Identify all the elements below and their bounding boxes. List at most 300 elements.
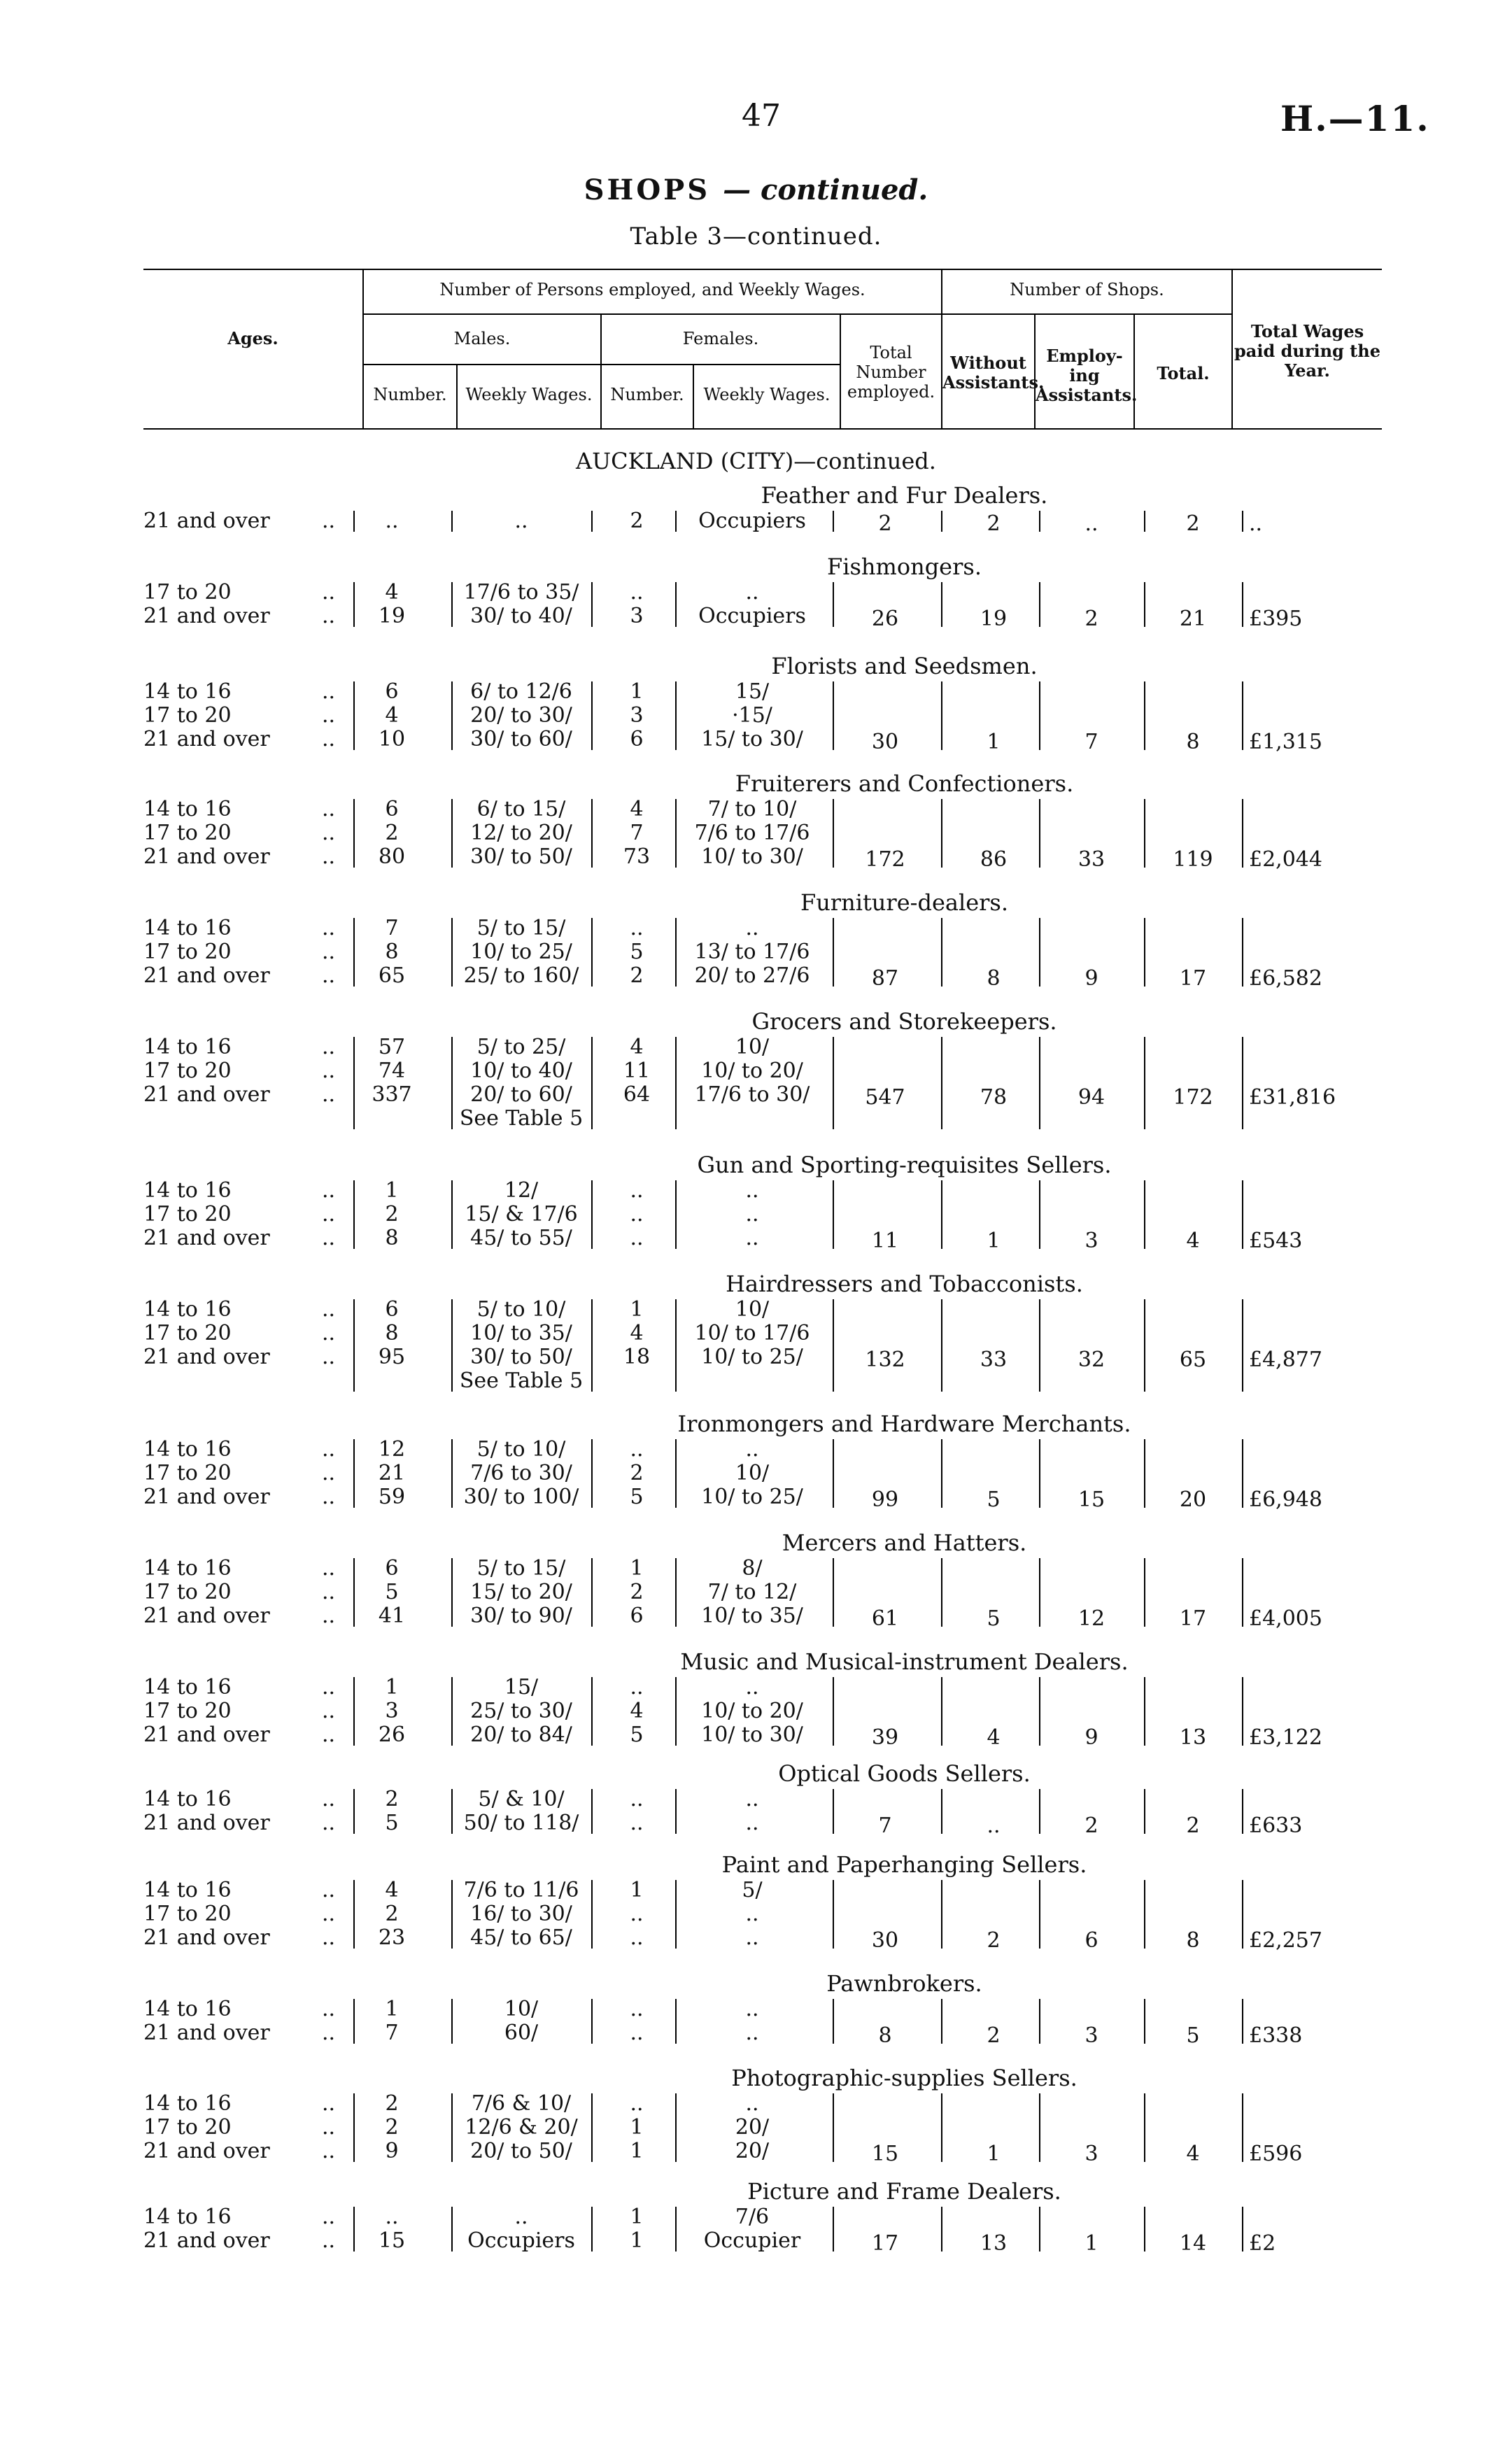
section-rows <box>143 679 1385 754</box>
leader-dots: .. <box>322 1604 336 1628</box>
table-row <box>143 1179 1385 1203</box>
leader-dots: .. <box>322 1226 336 1250</box>
age-cell: 21 and over <box>143 1723 270 1747</box>
female-wages-cell: .. <box>745 2021 759 2045</box>
column-rule <box>353 1180 355 1249</box>
column-rule <box>941 1789 942 1834</box>
female-number-cell: 1 <box>630 1556 644 1581</box>
shops-total-cell: 13 <box>1179 1725 1207 1750</box>
total-employed-cell: 2 <box>878 511 892 536</box>
total-employed-cell: 30 <box>871 1928 899 1953</box>
page-number: 47 <box>742 98 781 134</box>
column-rule <box>833 1789 834 1834</box>
male-number-cell: 15 <box>378 2228 406 2253</box>
shops-total-cell: 2 <box>1186 511 1200 536</box>
female-wages-cell: 10/ to 30/ <box>701 844 803 869</box>
column-rule <box>833 1439 834 1508</box>
leader-dots: .. <box>322 1811 336 1835</box>
female-number-cell: .. <box>630 2021 644 2045</box>
column-rule <box>675 799 677 868</box>
city-heading: AUCKLAND (CITY)—continued. <box>576 448 936 474</box>
age-cell: 21 and over <box>143 1082 270 1107</box>
female-number-cell: .. <box>630 1811 644 1835</box>
male-wages-cell: 15/ <box>504 1675 539 1699</box>
column-rule <box>941 1880 942 1949</box>
leader-dots: .. <box>322 1321 336 1345</box>
female-wages-cell: .. <box>745 1925 759 1950</box>
without-assistants-cell: 2 <box>987 1928 1001 1953</box>
column-rule <box>353 1880 355 1949</box>
col-males: Males. <box>453 329 511 348</box>
column-rule <box>1039 681 1040 750</box>
female-wages-cell: 10/ to 20/ <box>701 1059 803 1083</box>
female-number-cell: 7 <box>630 821 644 845</box>
age-cell: 14 to 16 <box>143 679 232 704</box>
employing-assistants-cell: 12 <box>1078 1606 1105 1631</box>
section-title: Music and Musical-instrument Dealers. <box>680 1648 1129 1675</box>
column-rule <box>675 1999 677 2044</box>
without-assistants-cell: 78 <box>980 1085 1008 1110</box>
table-row <box>143 1107 1385 1131</box>
male-number-cell: 80 <box>378 844 406 869</box>
section-title: Paint and Paperhanging Sellers. <box>721 1851 1087 1878</box>
male-wages-cell: 17/6 to 35/ <box>463 580 579 605</box>
col-female-wages: Weekly Wages. <box>703 385 831 404</box>
age-cell: 17 to 20 <box>143 1699 232 1723</box>
column-rule <box>451 1439 453 1508</box>
without-assistants-cell: 1 <box>987 730 1001 754</box>
section-title: Florists and Seedsmen. <box>771 653 1038 679</box>
column-rule <box>941 2207 942 2251</box>
leader-dots: .. <box>322 1878 336 1902</box>
column-rule <box>1242 681 1243 750</box>
male-wages-cell: .. <box>514 2205 528 2229</box>
female-wages-cell: 10/ to 35/ <box>701 1604 803 1628</box>
female-number-cell: .. <box>630 1437 644 1462</box>
male-wages-cell: 7/6 to 11/6 <box>463 1878 579 1902</box>
column-rule <box>1144 1180 1145 1249</box>
column-rule <box>353 918 355 987</box>
female-wages-cell: .. <box>745 1178 759 1203</box>
age-cell: 14 to 16 <box>143 797 232 821</box>
column-rule <box>591 1789 593 1834</box>
column-rule <box>1242 1999 1243 2044</box>
shops-total-cell: 17 <box>1179 966 1207 991</box>
female-wages-cell: .. <box>745 1202 759 1226</box>
section-rows <box>143 916 1385 991</box>
female-wages-cell: 10/ to 25/ <box>701 1485 803 1509</box>
female-number-cell: .. <box>630 916 644 940</box>
column-rule <box>941 582 942 627</box>
leader-dots: .. <box>322 2091 336 2116</box>
column-rule <box>353 1677 355 1746</box>
male-wages-cell: 30/ to 50/ <box>470 844 572 869</box>
male-wages-cell: 25/ to 30/ <box>470 1699 572 1723</box>
column-rule <box>1144 918 1145 987</box>
column-rule <box>833 582 834 627</box>
column-rule <box>353 2207 355 2251</box>
column-rule <box>1242 1180 1243 1249</box>
shop-section <box>143 1529 1385 1631</box>
column-rule <box>1039 1558 1040 1627</box>
male-number-cell: 2 <box>385 1902 399 1926</box>
column-rule <box>1242 1558 1243 1627</box>
header-bottom-rule <box>143 428 1382 430</box>
age-cell: 17 to 20 <box>143 2115 232 2140</box>
total-wages-cell: £31,816 <box>1249 1085 1336 1110</box>
age-cell: 21 and over <box>143 963 270 988</box>
column-rule <box>451 511 453 532</box>
male-wages-cell: 30/ to 60/ <box>470 727 572 751</box>
male-number-cell: 3 <box>385 1699 399 1723</box>
leader-dots: .. <box>322 580 336 605</box>
leader-dots: .. <box>322 1485 336 1509</box>
column-rule <box>941 799 942 868</box>
leader-dots: .. <box>322 821 336 845</box>
column-rule <box>1039 2093 1040 2162</box>
column-rule <box>1242 582 1243 627</box>
age-cell: 17 to 20 <box>143 580 232 605</box>
section-title: Hairdressers and Tobacconists. <box>726 1271 1083 1297</box>
male-wages-cell: 10/ to 35/ <box>470 1321 572 1345</box>
total-employed-cell: 172 <box>865 847 905 872</box>
column-rule <box>353 1789 355 1834</box>
col-females: Females. <box>682 329 759 348</box>
female-wages-cell: ·15/ <box>732 703 772 728</box>
total-wages-cell: £543 <box>1249 1229 1303 1253</box>
table-row <box>143 1581 1385 1604</box>
column-rule <box>591 1439 593 1508</box>
section-title: Feather and Fur Dealers. <box>761 482 1048 509</box>
male-wages-cell: 6/ to 15/ <box>476 797 566 821</box>
male-number-cell: 21 <box>378 1461 406 1485</box>
age-cell: 14 to 16 <box>143 1556 232 1581</box>
age-cell: 17 to 20 <box>143 821 232 845</box>
table-row <box>143 1035 1385 1059</box>
male-number-cell: 6 <box>385 1297 399 1322</box>
column-rule <box>1039 1880 1040 1949</box>
total-employed-cell: 17 <box>871 2231 899 2256</box>
section-rows <box>143 1787 1385 1838</box>
column-rule <box>675 1299 677 1392</box>
female-number-cell: 5 <box>630 1723 644 1747</box>
male-wages-cell: 5/ to 15/ <box>476 1556 566 1581</box>
column-rule <box>1242 1789 1243 1834</box>
employing-assistants-cell: 9 <box>1084 1725 1098 1750</box>
male-wages-cell: See Table 5 <box>459 1106 584 1131</box>
age-cell: 21 and over <box>143 1226 270 1250</box>
female-wages-cell: .. <box>745 1902 759 1926</box>
female-number-cell: .. <box>630 580 644 605</box>
column-rule <box>1144 1439 1145 1508</box>
column-rule <box>1242 918 1243 987</box>
section-title: Grocers and Storekeepers. <box>751 1008 1057 1035</box>
column-rule <box>675 1880 677 1949</box>
female-number-cell: 1 <box>630 2228 644 2253</box>
column-rule <box>941 2093 942 2162</box>
female-number-cell: 4 <box>630 1321 644 1345</box>
female-wages-cell: 17/6 to 30/ <box>694 1082 810 1107</box>
leader-dots: .. <box>322 844 336 869</box>
employing-assistants-cell: 9 <box>1084 966 1098 991</box>
leader-dots: .. <box>322 1035 336 1059</box>
male-wages-cell: 10/ <box>504 1997 539 2021</box>
age-cell: 14 to 16 <box>143 1675 232 1699</box>
column-rule <box>353 511 355 532</box>
female-number-cell: .. <box>630 1902 644 1926</box>
female-wages-cell: 10/ <box>735 1297 770 1322</box>
column-rule <box>1039 1037 1040 1129</box>
leader-dots: .. <box>322 1461 336 1485</box>
male-number-cell: 7 <box>385 916 399 940</box>
female-number-cell: .. <box>630 1202 644 1226</box>
female-number-cell: 2 <box>630 1580 644 1604</box>
column-rule <box>833 1880 834 1949</box>
leader-dots: .. <box>322 2139 336 2163</box>
without-assistants-cell: 86 <box>980 847 1008 872</box>
shops-total-cell: 65 <box>1179 1348 1207 1372</box>
column-rule <box>1039 1180 1040 1249</box>
col-persons-group: Number of Persons employed, and Weekly Wages. <box>439 280 865 299</box>
male-number-cell: .. <box>385 509 399 533</box>
column-rule <box>1039 1789 1040 1834</box>
title-suffix: — continued. <box>723 174 928 206</box>
without-assistants-cell: 2 <box>987 511 1001 536</box>
column-rule <box>675 2093 677 2162</box>
female-wages-cell: Occupier <box>703 2228 801 2253</box>
male-wages-cell: .. <box>514 509 528 533</box>
employing-assistants-cell: 2 <box>1084 607 1098 631</box>
without-assistants-cell: 1 <box>987 1229 1001 1253</box>
shops-total-cell: 4 <box>1186 1229 1200 1253</box>
female-wages-cell: 8/ <box>742 1556 763 1581</box>
female-number-cell: 5 <box>630 1485 644 1509</box>
male-number-cell: 6 <box>385 679 399 704</box>
without-assistants-cell: 2 <box>987 2023 1001 2048</box>
column-rule <box>1039 918 1040 987</box>
total-wages-cell: £1,315 <box>1249 730 1322 754</box>
column-rule <box>833 2093 834 2162</box>
column-rule <box>591 511 593 532</box>
male-wages-cell: 30/ to 40/ <box>470 604 572 628</box>
column-rule <box>591 1999 593 2044</box>
male-wages-cell: 5/ to 10/ <box>476 1437 566 1462</box>
employing-assistants-cell: 3 <box>1084 2023 1098 2048</box>
table-row <box>143 821 1385 845</box>
column-rule <box>451 918 453 987</box>
column-rule <box>451 1999 453 2044</box>
column-rule <box>591 681 593 750</box>
column-rule <box>591 799 593 868</box>
female-wages-cell: 7/ to 10/ <box>707 797 797 821</box>
male-number-cell: 4 <box>385 1878 399 1902</box>
section-rows <box>143 580 1385 631</box>
col-total-employed: Total Number employed. <box>847 343 935 402</box>
column-rule <box>941 511 942 532</box>
column-rule <box>1039 1999 1040 2044</box>
column-rule <box>1144 799 1145 868</box>
section-title: Furniture-dealers. <box>800 889 1009 916</box>
female-number-cell: .. <box>630 1997 644 2021</box>
female-wages-cell: 10/ to 17/6 <box>694 1321 810 1345</box>
section-title: Fishmongers. <box>827 553 982 580</box>
age-cell: 14 to 16 <box>143 2205 232 2229</box>
column-rule <box>1039 1677 1040 1746</box>
employing-assistants-cell: 1 <box>1084 2231 1098 2256</box>
leader-dots: .. <box>322 797 336 821</box>
without-assistants-cell: 13 <box>980 2231 1008 2256</box>
female-number-cell: 2 <box>630 963 644 988</box>
age-cell: 21 and over <box>143 2021 270 2045</box>
col-without-assistants: Without Assistants. <box>942 353 1045 393</box>
col-shops-total: Total. <box>1157 363 1210 383</box>
female-number-cell: .. <box>630 1925 644 1950</box>
col-employing-assistants: Employ-ing Assistants. <box>1036 346 1138 405</box>
column-rule <box>451 1299 453 1392</box>
column-rule <box>591 2093 593 2162</box>
shops-total-cell: 119 <box>1173 847 1213 872</box>
column-rule <box>941 1677 942 1746</box>
female-wages-cell: .. <box>745 1811 759 1835</box>
female-wages-cell: Occupiers <box>698 604 806 628</box>
leader-dots: .. <box>322 1082 336 1107</box>
male-number-cell: 4 <box>385 703 399 728</box>
table-row <box>143 1322 1385 1345</box>
male-number-cell: 8 <box>385 1226 399 1250</box>
shop-section <box>143 1270 1385 1393</box>
table-row <box>143 1879 1385 1902</box>
male-wages-cell: 50/ to 118/ <box>463 1811 579 1835</box>
section-title: Photographic-supplies Sellers. <box>731 2065 1078 2091</box>
header-rule <box>362 364 840 365</box>
age-cell: 14 to 16 <box>143 1035 232 1059</box>
column-rule <box>941 1037 942 1129</box>
column-rule <box>833 799 834 868</box>
column-rule <box>1242 1037 1243 1129</box>
leader-dots: .. <box>322 940 336 964</box>
employing-assistants-cell: 3 <box>1084 1229 1098 1253</box>
column-rule <box>353 582 355 627</box>
table-row <box>143 1557 1385 1581</box>
column-rule <box>1144 681 1145 750</box>
male-number-cell: 95 <box>378 1345 406 1369</box>
male-number-cell: 1 <box>385 1178 399 1203</box>
shops-total-cell: 14 <box>1179 2231 1207 2256</box>
column-rule <box>591 1037 593 1129</box>
male-wages-cell: 30/ to 100/ <box>463 1485 579 1509</box>
shop-section <box>143 2177 1385 2256</box>
table-row <box>143 940 1385 964</box>
table-row <box>143 1699 1385 1723</box>
column-rule <box>941 681 942 750</box>
age-cell: 14 to 16 <box>143 916 232 940</box>
employing-assistants-cell: 33 <box>1078 847 1105 872</box>
female-number-cell: .. <box>630 1787 644 1811</box>
shops-total-cell: 4 <box>1186 2142 1200 2166</box>
male-wages-cell: 30/ to 50/ <box>470 1345 572 1369</box>
female-number-cell: 2 <box>630 1461 644 1485</box>
leader-dots: .. <box>322 1556 336 1581</box>
age-cell: 21 and over <box>143 509 270 533</box>
female-wages-cell: .. <box>745 1675 759 1699</box>
table-row <box>143 2205 1385 2229</box>
male-number-cell: 74 <box>378 1059 406 1083</box>
female-wages-cell: .. <box>745 580 759 605</box>
female-wages-cell: 7/6 <box>735 2205 770 2229</box>
section-title: Ironmongers and Hardware Merchants. <box>677 1411 1131 1437</box>
female-number-cell: 64 <box>623 1082 651 1107</box>
section-title: Mercers and Hatters. <box>782 1529 1027 1556</box>
without-assistants-cell: 1 <box>987 2142 1001 2166</box>
male-number-cell: 59 <box>378 1485 406 1509</box>
without-assistants-cell: 5 <box>987 1487 1001 1512</box>
male-wages-cell: 12/ <box>504 1178 539 1203</box>
leader-dots: .. <box>322 1787 336 1811</box>
male-number-cell: 6 <box>385 1556 399 1581</box>
female-number-cell: 73 <box>623 844 651 869</box>
male-number-cell: 5 <box>385 1580 399 1604</box>
column-rule <box>1242 799 1243 868</box>
total-wages-cell: £2,044 <box>1249 847 1322 872</box>
column-rule <box>833 918 834 987</box>
male-number-cell: 8 <box>385 1321 399 1345</box>
male-wages-cell: 5/ to 15/ <box>476 916 566 940</box>
male-number-cell: 6 <box>385 797 399 821</box>
section-rows <box>143 1178 1385 1253</box>
total-employed-cell: 99 <box>871 1487 899 1512</box>
shops-total-cell: 17 <box>1179 1606 1207 1631</box>
male-number-cell: 2 <box>385 2115 399 2140</box>
leader-dots: .. <box>322 1059 336 1083</box>
leader-dots: .. <box>322 703 336 728</box>
male-number-cell: 19 <box>378 604 406 628</box>
shops-total-cell: 20 <box>1179 1487 1207 1512</box>
section-title: Gun and Sporting-requisites Sellers. <box>697 1152 1112 1178</box>
female-number-cell: 6 <box>630 727 644 751</box>
column-rule <box>591 1880 593 1949</box>
column-rule <box>675 1789 677 1834</box>
column-rule <box>941 1439 942 1508</box>
female-number-cell: .. <box>630 1178 644 1203</box>
without-assistants-cell: 5 <box>987 1606 1001 1631</box>
header-rule <box>362 313 941 315</box>
shop-section <box>143 652 1385 754</box>
age-cell: 14 to 16 <box>143 1878 232 1902</box>
male-wages-cell: 7/6 to 30/ <box>470 1461 572 1485</box>
column-rule <box>451 1180 453 1249</box>
female-number-cell: 5 <box>630 940 644 964</box>
total-employed-cell: 547 <box>865 1085 905 1110</box>
leader-dots: .. <box>322 1699 336 1723</box>
age-cell: 21 and over <box>143 1485 270 1509</box>
header-rule <box>941 313 1231 315</box>
table-row <box>143 1462 1385 1485</box>
male-wages-cell: Occupiers <box>467 2228 575 2253</box>
page-reference: H.—11. <box>1280 98 1430 139</box>
male-number-cell: 2 <box>385 821 399 845</box>
shops-total-cell: 8 <box>1186 730 1200 754</box>
male-wages-cell: 10/ to 25/ <box>470 940 572 964</box>
table-row <box>143 1902 1385 1926</box>
female-number-cell: .. <box>630 2091 644 2116</box>
shop-section <box>143 889 1385 991</box>
female-number-cell: 1 <box>630 1297 644 1322</box>
female-number-cell: 1 <box>630 679 644 704</box>
shop-section <box>143 1410 1385 1512</box>
female-number-cell: 1 <box>630 2115 644 2140</box>
col-shops-group: Number of Shops. <box>1010 280 1164 299</box>
column-rule <box>675 1677 677 1746</box>
